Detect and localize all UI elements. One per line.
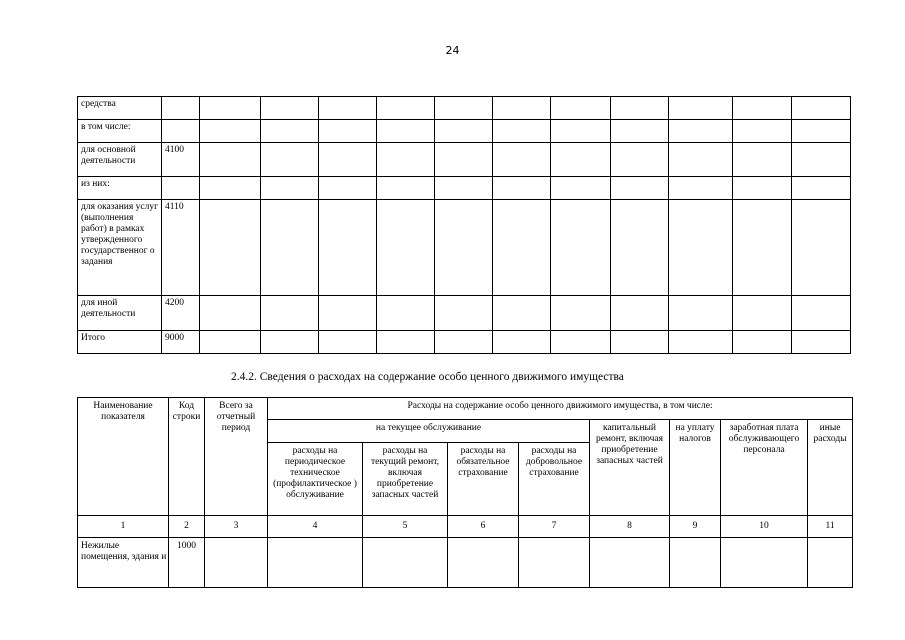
header-expenses-group: Расходы на содержание особо ценного движимого имущества, в том числе: bbox=[268, 398, 853, 420]
table-row bbox=[78, 120, 851, 143]
header-row bbox=[78, 398, 853, 420]
table-row bbox=[78, 538, 853, 588]
header-capital-repair: капитальный ремонт, включая приобретение запасных частей bbox=[590, 420, 670, 516]
row-code bbox=[162, 120, 200, 143]
column-number: 11 bbox=[808, 516, 853, 538]
row-label: Нежилые помещения, здания и bbox=[78, 538, 169, 588]
header-mandatory-insurance: расходы на обязательное страхование bbox=[448, 443, 519, 516]
table-row bbox=[78, 143, 851, 177]
header-periodic: расходы на периодическое техническое (профилактическое ) обслуживание bbox=[268, 443, 363, 516]
column-number: 9 bbox=[670, 516, 721, 538]
row-code bbox=[162, 97, 200, 120]
row-label: из них: bbox=[78, 177, 162, 200]
row-label: средства bbox=[78, 97, 162, 120]
header-name: Наименование показателя bbox=[78, 398, 169, 516]
row-label: в том числе: bbox=[78, 120, 162, 143]
table-row bbox=[78, 97, 851, 120]
column-number: 6 bbox=[448, 516, 519, 538]
column-number: 1 bbox=[78, 516, 169, 538]
header-salary: заработная плата обслуживающего персонала bbox=[721, 420, 808, 516]
column-number: 5 bbox=[363, 516, 448, 538]
page-number: 24 bbox=[445, 44, 460, 57]
column-number: 4 bbox=[268, 516, 363, 538]
header-code: Код строки bbox=[169, 398, 205, 516]
row-code: 9000 bbox=[162, 331, 200, 354]
column-number: 8 bbox=[590, 516, 670, 538]
table-row bbox=[78, 331, 851, 354]
header-current-service: на текущее обслуживание bbox=[268, 420, 590, 443]
row-code: 4200 bbox=[162, 296, 200, 331]
row-code: 4110 bbox=[162, 200, 200, 296]
expenses-table bbox=[77, 397, 853, 588]
header-current-repair: расходы на текущий ремонт, включая приобретение запасных частей bbox=[363, 443, 448, 516]
section-title: 2.4.2. Сведения о расходах на содержание особо ценного движимого имущества bbox=[231, 371, 624, 383]
row-code: 4100 bbox=[162, 143, 200, 177]
funds-table bbox=[77, 96, 851, 354]
column-number: 7 bbox=[519, 516, 590, 538]
table-row bbox=[78, 177, 851, 200]
column-number: 10 bbox=[721, 516, 808, 538]
row-label: для иной деятельности bbox=[78, 296, 162, 331]
table-row bbox=[78, 296, 851, 331]
row-label: для основной деятельности bbox=[78, 143, 162, 177]
header-other: иные расходы bbox=[808, 420, 853, 516]
header-voluntary-insurance: расходы на добровольное страхование bbox=[519, 443, 590, 516]
column-number-row bbox=[78, 516, 853, 538]
table-row bbox=[78, 200, 851, 296]
row-code bbox=[162, 177, 200, 200]
row-label: Итого bbox=[78, 331, 162, 354]
column-number: 3 bbox=[205, 516, 268, 538]
row-label: для оказания услуг (выполнения работ) в рамках утвержденного государственног о задания bbox=[78, 200, 162, 296]
column-number: 2 bbox=[169, 516, 205, 538]
row-code: 1000 bbox=[169, 538, 205, 588]
header-taxes: на уплату налогов bbox=[670, 420, 721, 516]
header-total: Всего за отчетный период bbox=[205, 398, 268, 516]
